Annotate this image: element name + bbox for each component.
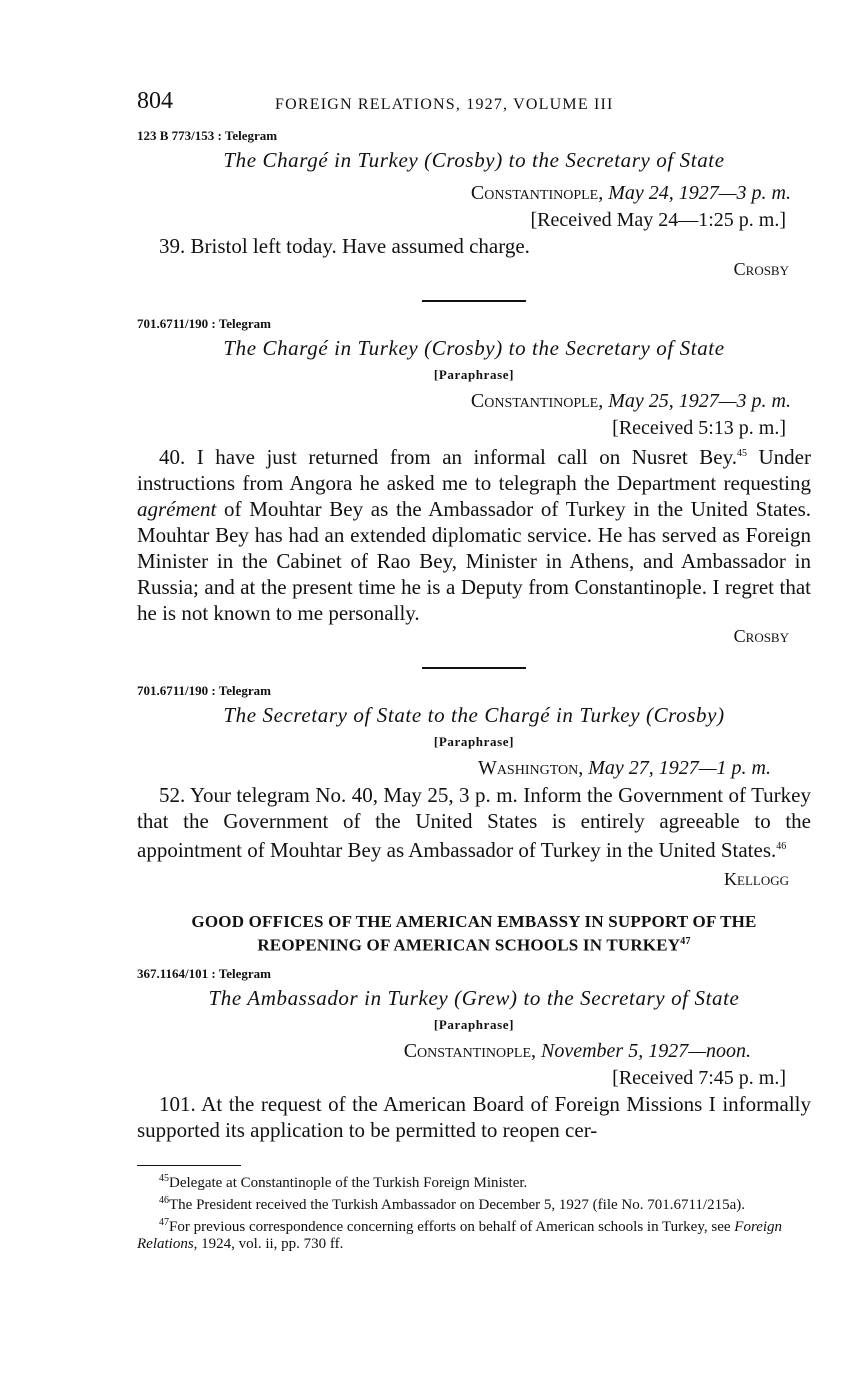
paraphrase-label: [Paraphrase] xyxy=(433,1016,515,1032)
document-title: The Chargé in Turkey (Crosby) to the Secretary of State xyxy=(223,336,725,360)
telegram-body xyxy=(137,441,811,626)
section-heading xyxy=(137,912,811,956)
document-title: The Chargé in Turkey (Crosby) to the Secretary of State xyxy=(223,148,725,172)
dateline xyxy=(137,179,791,207)
footnote-47 xyxy=(137,1214,811,1253)
telegram-body: 101. At the request of the American Board of Foreign Missions I informally supported its application to be permitted to reopen cer- xyxy=(137,1091,811,1142)
date: May 24, 1927—3 p. m. xyxy=(608,182,791,204)
document-entry-2 xyxy=(137,316,811,647)
footnote-number: 45 xyxy=(159,1173,169,1185)
body-italic-term: agrément xyxy=(137,497,217,521)
body-text-a: 40. I have just returned from an informal call on Nusret Bey. xyxy=(159,445,737,469)
place: Constantinople, xyxy=(470,390,604,412)
running-header xyxy=(137,88,811,128)
date: May 27, 1927—1 p. m. xyxy=(588,757,771,779)
signature: Kellogg xyxy=(724,869,789,889)
place: Washington, xyxy=(477,757,584,779)
footnote-ref[interactable]: 46 xyxy=(776,841,787,852)
paraphrase-label: [Paraphrase] xyxy=(433,734,515,749)
telegram-body xyxy=(137,782,811,863)
footnote-46 xyxy=(137,1192,811,1214)
place: Constantinople, xyxy=(470,182,604,204)
received-line: [Received 7:45 p. m.] xyxy=(612,1066,786,1089)
separator-rule xyxy=(422,667,526,669)
document-title: The Ambassador in Turkey (Grew) to the Secretary of State xyxy=(208,985,740,1010)
telegram-body: 39. Bristol left today. Have assumed charge. xyxy=(159,234,530,258)
footnote-text: Delegate at Constantinople of the Turkish Foreign Minister. xyxy=(169,1175,528,1192)
file-reference: 367.1164/101 : Telegram xyxy=(137,965,271,981)
paraphrase-label: [Paraphrase] xyxy=(433,367,515,382)
file-reference: 701.6711/190 : Telegram xyxy=(137,683,271,698)
body-text-c: of Mouhtar Bey as the Ambassador of Turkey in the United States. Mouhtar Bey has had an extended diplomatic service. He has served as Foreign Minister in the Cabinet of Rao Bey, Minister in Athens, and Ambassador in Russia; and at the present time he is a Deputy from Constantinople. I regret that he is not known to me personally. xyxy=(137,497,811,625)
running-title: FOREIGN RELATIONS, 1927, VOLUME III xyxy=(275,96,614,113)
date: November 5, 1927—noon. xyxy=(541,1039,751,1062)
dateline xyxy=(137,387,791,415)
dateline xyxy=(137,1037,751,1065)
footnote-ref[interactable]: 45 xyxy=(736,448,747,459)
file-reference: 123 B 773/153 : Telegram xyxy=(137,128,278,143)
received-line: [Received 5:13 p. m.] xyxy=(612,417,786,439)
place: Constantinople, xyxy=(403,1039,537,1062)
footnote-text: For previous correspondence concerning efforts on behalf of American schools in Turkey, see xyxy=(169,1219,735,1236)
document-entry-4 xyxy=(137,966,811,1143)
document-entry-3 xyxy=(137,683,811,890)
date: May 25, 1927—3 p. m. xyxy=(608,390,791,412)
separator-rule xyxy=(422,300,526,302)
footnote-text: The President received the Turkish Ambassador on December 5, 1927 (file No. 701.6711/215a). xyxy=(169,1197,745,1214)
page-number: 804 xyxy=(137,88,173,114)
document-title: The Secretary of State to the Chargé in Turkey (Crosby) xyxy=(223,703,725,727)
footnote-ref[interactable]: 47 xyxy=(680,936,691,947)
footnote-text-end: , 1924, vol. ii, pp. 730 ff. xyxy=(193,1236,344,1253)
footnote-45 xyxy=(137,1170,811,1192)
dateline xyxy=(137,754,771,782)
received-line: [Received May 24—1:25 p. m.] xyxy=(530,209,786,231)
document-page xyxy=(137,88,811,1253)
footnote-rule xyxy=(137,1165,241,1167)
footnote-italic-title: Foreign Relations xyxy=(137,1219,783,1253)
file-reference: 701.6711/190 : Telegram xyxy=(137,316,271,331)
signature: Crosby xyxy=(733,626,789,646)
body-text: 52. Your telegram No. 40, May 25, 3 p. m. Inform the Government of Turkey that the Government of the United States is entirely agreeable to the appointment of Mouhtar Bey as Ambassador of Turkey in the United States. xyxy=(137,783,811,862)
section-heading-text: GOOD OFFICES OF THE AMERICAN EMBASSY IN SUPPORT OF THE REOPENING OF AMERICAN SCHOOLS IN TURKEY xyxy=(191,912,757,955)
document-entry-1 xyxy=(137,128,811,280)
signature: Crosby xyxy=(733,259,789,279)
footnote-number: 47 xyxy=(159,1217,169,1229)
footnote-number: 46 xyxy=(159,1195,169,1207)
body-text-b: Under instructions from Angora he asked me to telegraph the Department requesting xyxy=(137,445,811,495)
footnotes xyxy=(137,1170,811,1253)
